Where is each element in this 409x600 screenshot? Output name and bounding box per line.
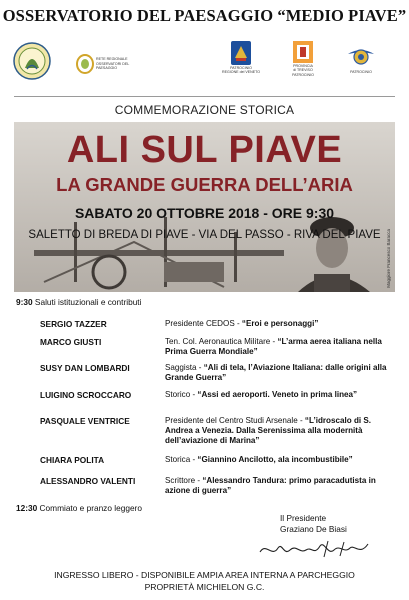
speaker-name: LUIGINO SCROCCARO <box>40 390 132 400</box>
speaker-talk: Presidente del Centro Studi Arsenale - “L’idroscalo di S. Andrea a Venezia. Dalla Serenissima alla modernità dell’aviazione di Marina” <box>165 416 372 445</box>
speaker-talk: Ten. Col. Aeronautica Militare - “L’arma aerea italiana nella Prima Guerra Mondiale” <box>165 337 382 356</box>
closing-text: Commiato e pranzo leggero <box>39 503 142 513</box>
speaker-name: CHIARA POLITA <box>40 455 105 465</box>
speaker-talk: Scrittore - “Alessandro Tandura: primo paracadutista in azione di guerra” <box>165 476 376 495</box>
president-name: Graziano De Biasi <box>280 523 347 534</box>
observatory-emblem-logo <box>13 42 51 80</box>
handwritten-signature <box>258 538 378 560</box>
footer-line-2: PROPRIETÀ MICHIELON G.C. <box>144 582 265 592</box>
logo-row <box>0 38 409 94</box>
speaker-talk: Saggista - “Ali di tela, l’Aviazione Italiana: dalle origini alla Grande Guerra” <box>165 363 387 382</box>
event-title: ALI SUL PIAVE <box>66 129 343 171</box>
regione-veneto-logo: PATROCINIO REGIONE del VENETO <box>222 40 260 75</box>
provincia-icon <box>292 40 314 64</box>
footer <box>0 569 409 593</box>
closing-time: 12:30 <box>16 503 38 513</box>
president-block <box>280 513 347 534</box>
opening-time: 9:30 <box>16 297 33 307</box>
org-title: OSSERVATORIO DEL PAESAGGIO “MEDIO PIAVE” <box>2 6 407 25</box>
rete-icon <box>76 54 94 74</box>
speaker-talk: Presidente CEDOS - “Eroi e personaggi” <box>165 319 319 328</box>
speaker-name: SUSY DAN LOMBARDI <box>40 363 130 373</box>
aeronautica-logo: PATROCINIO <box>346 42 376 74</box>
commemoration-label: COMMEMORAZIONE STORICA <box>114 103 295 117</box>
speaker-name: PASQUALE VENTRICE <box>40 416 130 426</box>
opening-text: Saluti istituzionali e contributi <box>34 297 142 307</box>
speaker-name: ALESSANDRO VALENTI <box>40 476 136 486</box>
program-closing <box>16 503 142 513</box>
wings-icon <box>346 42 376 70</box>
speaker-name: MARCO GIUSTI <box>40 337 102 347</box>
speaker-talk: Storico - “Assi ed aeroporti. Veneto in prima linea” <box>165 390 358 399</box>
event-place: SALETTO DI BREDA DI PIAVE - VIA DEL PASSO - RIVA DEL PIAVE <box>28 229 381 241</box>
speaker-talk: Storica - “Giannino Ancilotto, ala incombustibile” <box>165 455 353 464</box>
photo-credit: Maggiore Francesco Baracca <box>386 229 391 288</box>
rete-regionale-logo: RETE REGIONALE OSSERVATORI DEL PAESAGGIO <box>76 54 146 74</box>
lion-icon <box>230 40 252 66</box>
program-opening <box>16 297 141 307</box>
event-subtitle: LA GRANDE GUERRA DELL’ARIA <box>56 174 353 195</box>
footer-line-1: INGRESSO LIBERO - DISPONIBILE AMPIA AREA INTERNA A PARCHEGGIO <box>54 570 355 580</box>
hero-photo <box>14 122 395 292</box>
provincia-treviso-logo: PROVINCIA di TREVISO PATROCINIO <box>292 40 314 77</box>
president-title: Il Presidente <box>280 513 327 523</box>
emblem-icon <box>13 42 51 80</box>
divider <box>14 96 395 97</box>
event-date-time: SABATO 20 OTTOBRE 2018 - ORE 9:30 <box>74 205 335 221</box>
speaker-name: SERGIO TAZZER <box>40 319 107 329</box>
